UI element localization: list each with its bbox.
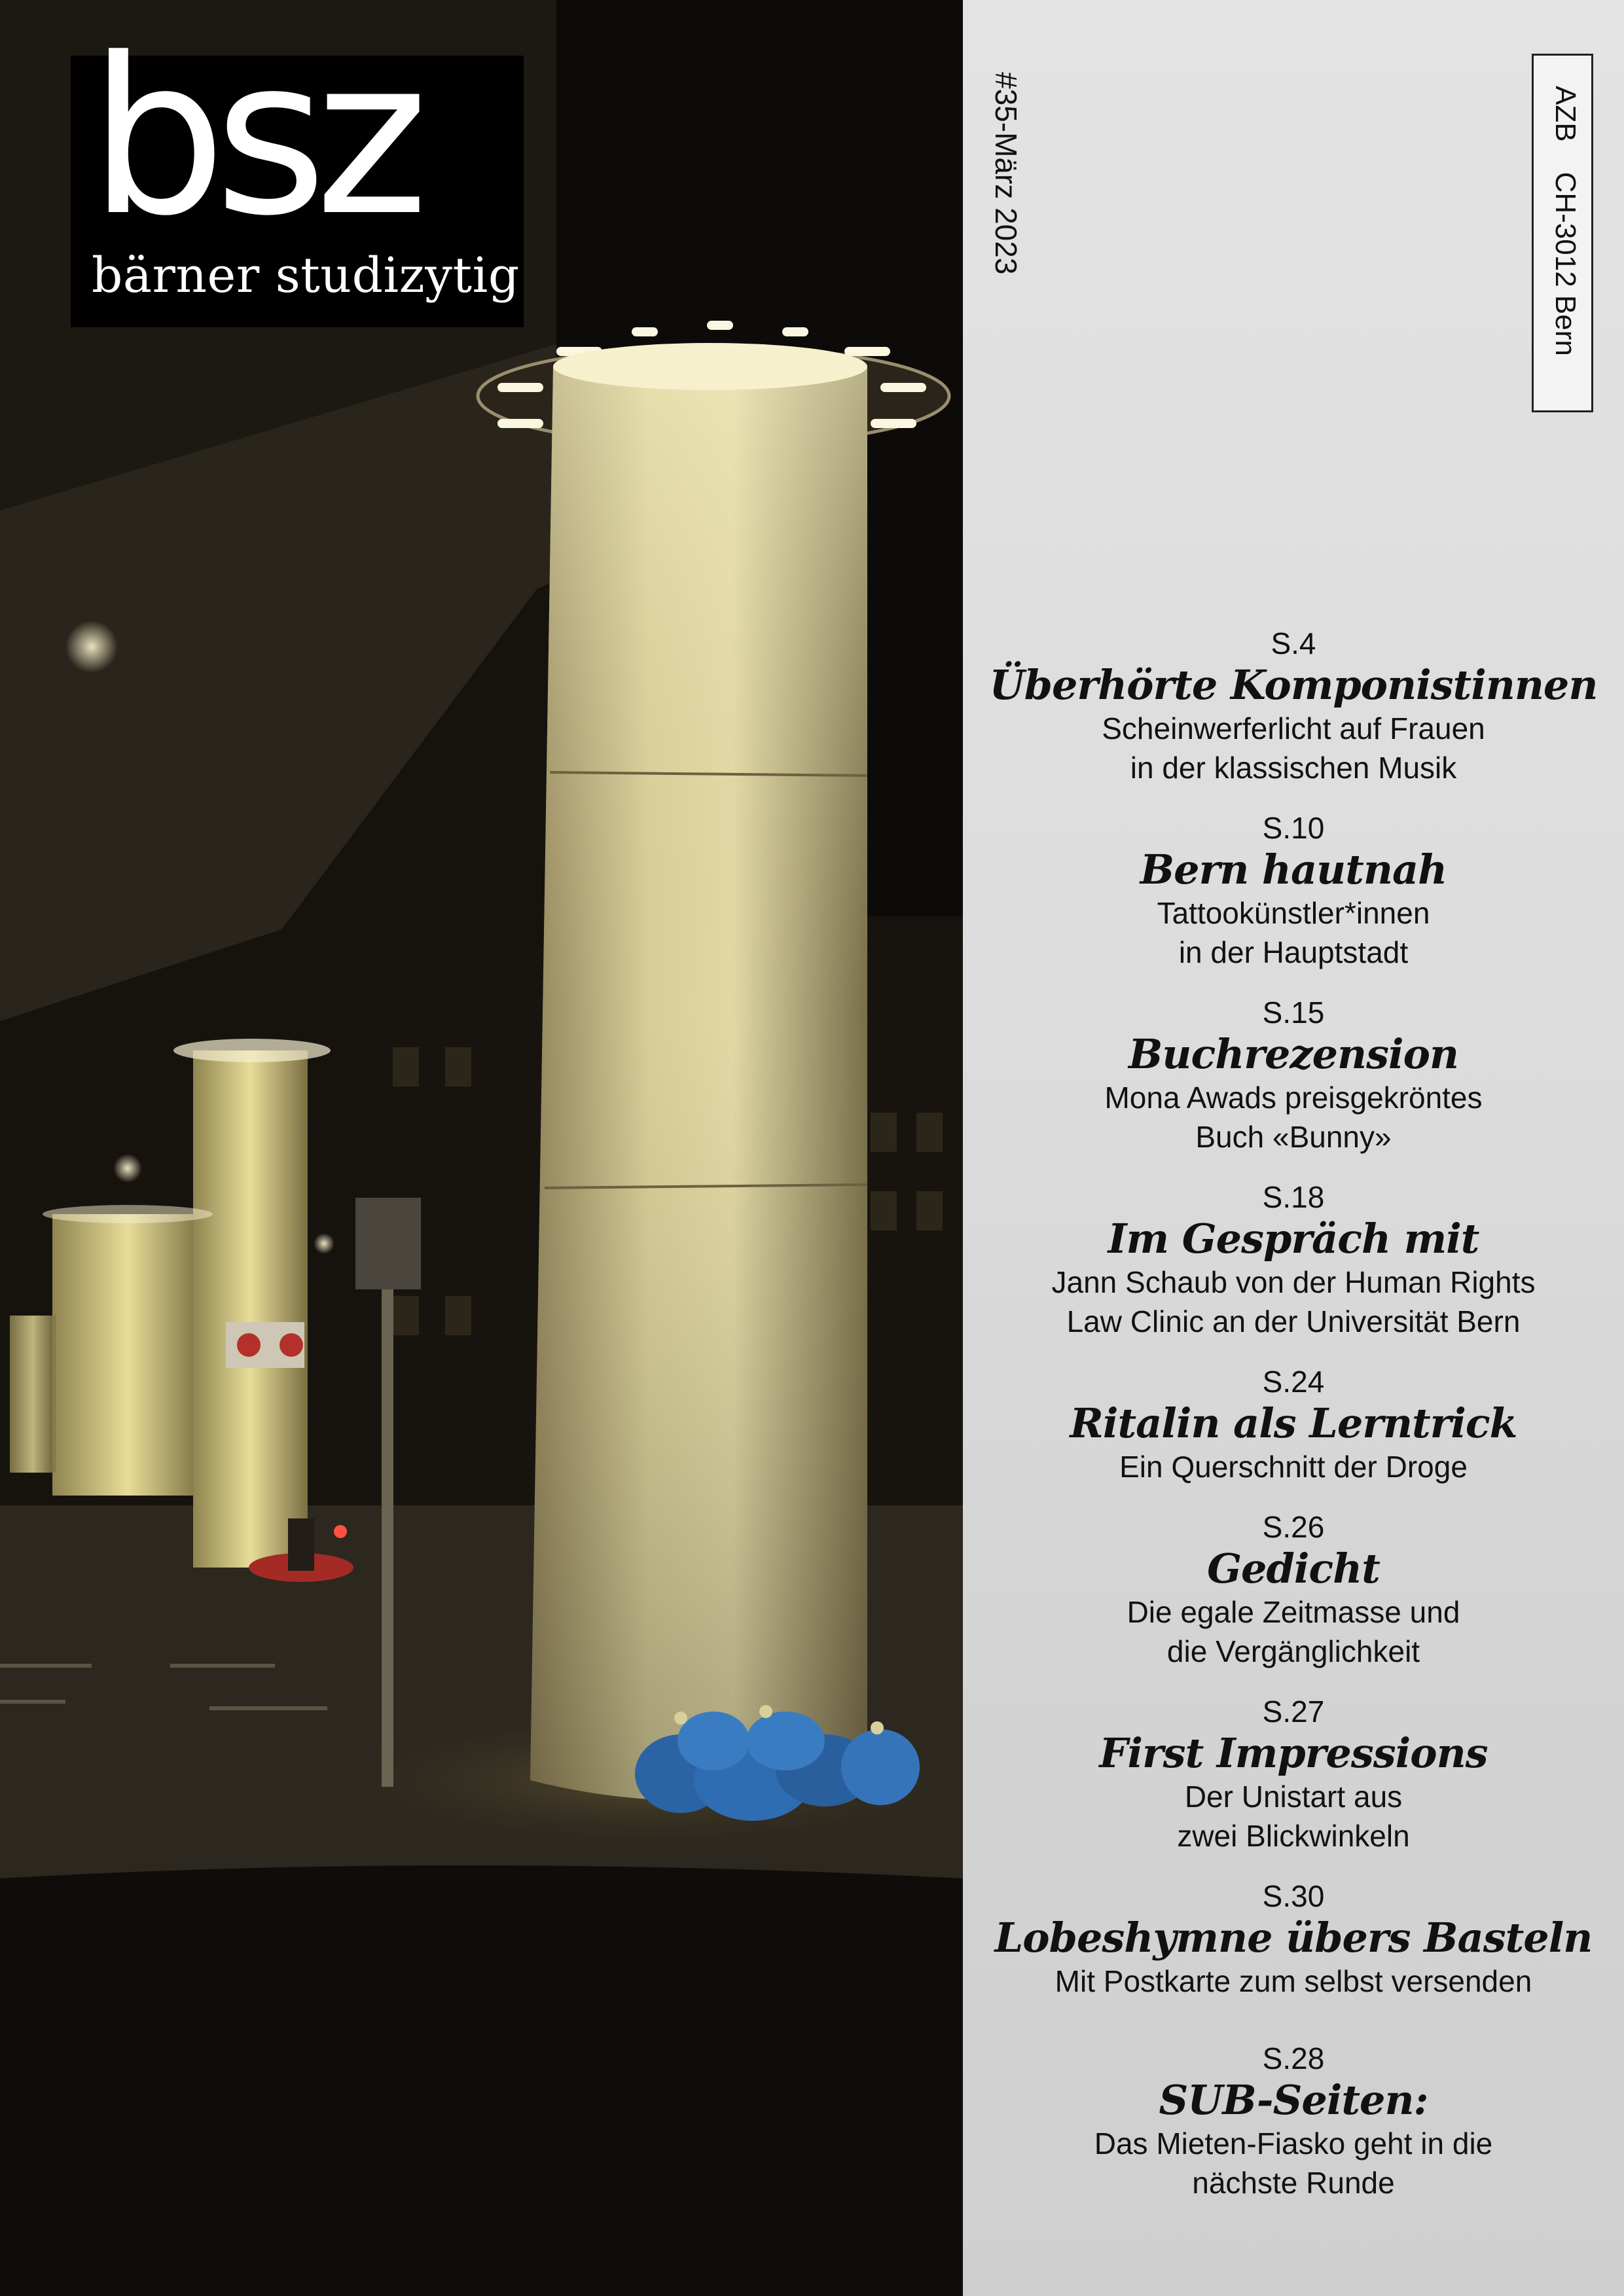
toc-description: Scheinwerferlicht auf Frauen [1102,711,1485,745]
toc-page-number: S.24 [1262,1365,1325,1399]
address-code: AZB [1549,86,1581,142]
address-text [1539,86,1591,386]
toc-page-number: S.4 [1271,626,1316,660]
toc-description: Buch «Bunny» [1195,1120,1392,1154]
toc-entry[interactable] [963,1363,1624,1486]
masthead-subtitle: bärner studizytig [92,247,520,304]
toc-entry[interactable] [963,1509,1624,1671]
toc-title: Überhörte Komponistinnen [989,661,1598,709]
toc-entry[interactable] [963,2040,1624,2202]
toc-title: Buchrezension [1128,1030,1459,1078]
toc-description: Mona Awads preisgekröntes [1104,1081,1483,1115]
toc-title: Im Gespräch mit [1108,1215,1479,1263]
toc-entry[interactable] [963,994,1624,1157]
toc-entry[interactable] [963,1878,1624,2001]
bsz-logo: bsz [89,12,417,263]
toc-description: Ein Querschnitt der Droge [1119,1450,1468,1484]
toc-title: First Impressions [1099,1729,1488,1777]
toc-title: Lobeshymne übers Basteln [994,1914,1593,1962]
toc-entry[interactable] [963,810,1624,972]
toc-entry[interactable] [963,1179,1624,1341]
toc-description: Der Unistart aus [1184,1780,1403,1814]
toc-title: Bern hautnah [1140,846,1447,893]
toc-page-number: S.27 [1262,1695,1325,1729]
masthead [71,12,524,327]
toc-page-number: S.26 [1262,1510,1325,1544]
address-box [1532,54,1593,412]
address-city: CH-3012 Bern [1549,171,1581,356]
table-of-contents [963,625,1624,2225]
toc-title: Ritalin als Lerntrick [1070,1399,1517,1447]
toc-description: Die egale Zeitmasse und [1127,1595,1460,1629]
toc-title: Gedicht [1207,1545,1380,1592]
toc-page-number: S.30 [1262,1879,1325,1913]
issue-label: #35-März 2023 [989,72,1023,275]
toc-description: nächste Runde [1192,2166,1395,2200]
toc-page-number: S.15 [1262,996,1325,1030]
toc-description: Tattookünstler*innen [1157,896,1430,930]
toc-description: Mit Postkarte zum selbst versenden [1055,1964,1532,1998]
toc-title: SUB-Seiten: [1159,2076,1428,2124]
toc-description: Law Clinic an der Universität Bern [1066,1304,1521,1338]
toc-entry[interactable] [963,1693,1624,1856]
toc-description: Das Mieten-Fiasko geht in die [1094,2126,1493,2161]
toc-description: die Vergänglichkeit [1166,1634,1420,1668]
toc-page-number: S.28 [1262,2041,1325,2075]
toc-description: in der Hauptstadt [1178,935,1409,969]
toc-entry[interactable] [963,625,1624,787]
toc-description: in der klassischen Musik [1130,751,1457,785]
toc-description: zwei Blickwinkeln [1177,1819,1410,1853]
toc-page-number: S.10 [1262,811,1325,845]
toc-description: Jann Schaub von der Human Rights [1051,1265,1536,1299]
toc-page-number: S.18 [1262,1180,1325,1214]
